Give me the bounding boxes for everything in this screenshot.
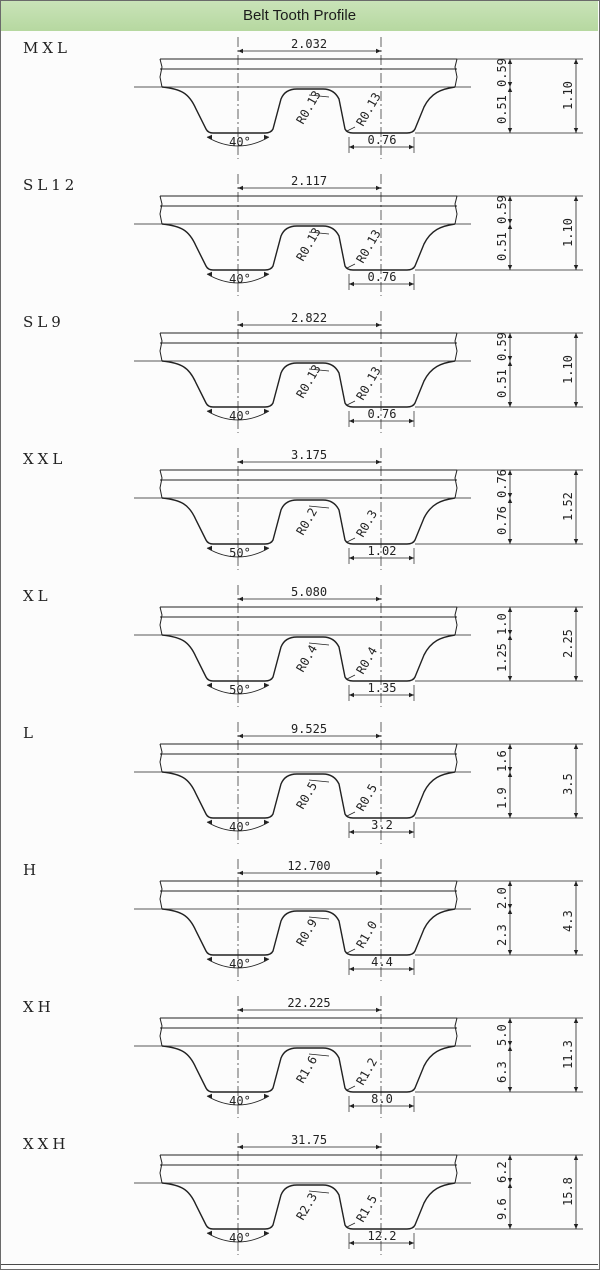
radius-left-label: R0.2 bbox=[293, 505, 321, 538]
radius-right-leader bbox=[347, 675, 355, 679]
dimension-arrowhead bbox=[349, 830, 354, 834]
dimension-arrowhead bbox=[574, 470, 578, 475]
tooth-profile-drawing bbox=[1, 31, 598, 167]
radius-right-leader bbox=[347, 949, 355, 953]
radius-left-leader bbox=[309, 917, 329, 919]
dimension-arrowhead bbox=[376, 460, 381, 464]
dimension-arrowhead bbox=[508, 950, 512, 955]
total-height-label: 3.5 bbox=[561, 773, 575, 795]
radius-right-leader bbox=[347, 1086, 355, 1090]
tooth-height-label: 9.6 bbox=[495, 1198, 509, 1220]
angle-label: 50° bbox=[229, 683, 251, 697]
belt-right-break bbox=[455, 470, 457, 498]
dimension-arrowhead bbox=[508, 265, 512, 270]
belt-right-break bbox=[455, 1155, 457, 1183]
angle-label: 40° bbox=[229, 409, 251, 423]
dimension-arrowhead bbox=[508, 1224, 512, 1229]
tooth-height-label: 0.76 bbox=[495, 506, 509, 535]
dimension-arrowhead bbox=[574, 676, 578, 681]
tooth-height-label: 0.51 bbox=[495, 95, 509, 124]
dimension-arrowhead bbox=[238, 734, 243, 738]
dimension-arrowhead bbox=[409, 830, 414, 834]
radius-left-leader bbox=[309, 780, 329, 782]
dimension-arrowhead bbox=[376, 871, 381, 875]
belt-right-break bbox=[455, 881, 457, 909]
tooth-profile-drawing bbox=[1, 1127, 598, 1263]
dimension-arrowhead bbox=[409, 419, 414, 423]
dimension-arrowhead bbox=[574, 59, 578, 64]
radius-right-label: R0.5 bbox=[353, 781, 381, 814]
dimension-arrowhead bbox=[349, 693, 354, 697]
radius-left-label: R0.4 bbox=[293, 642, 321, 675]
tooth-height-label: 1.25 bbox=[495, 643, 509, 672]
tooth-width-label: 1.35 bbox=[367, 681, 397, 695]
top-thickness-label: 0.59 bbox=[495, 195, 509, 224]
top-thickness-label: 0.76 bbox=[495, 469, 509, 498]
dimension-arrowhead bbox=[574, 402, 578, 407]
belt-left-break bbox=[160, 470, 162, 498]
tooth-height-label: 2.3 bbox=[495, 924, 509, 946]
dimension-arrowhead bbox=[574, 950, 578, 955]
radius-left-label: R0.13 bbox=[293, 88, 324, 127]
dimension-arrowhead bbox=[409, 145, 414, 149]
radius-right-leader bbox=[347, 538, 355, 542]
pitch-label: 2.117 bbox=[290, 174, 328, 188]
dimension-arrowhead bbox=[574, 744, 578, 749]
tooth-profile-drawing bbox=[1, 853, 598, 989]
belt-left-break bbox=[160, 744, 162, 772]
dimension-arrowhead bbox=[238, 323, 243, 327]
dimension-arrowhead bbox=[574, 539, 578, 544]
tooth-height-label: 1.9 bbox=[495, 787, 509, 809]
top-thickness-label: 5.0 bbox=[495, 1024, 509, 1046]
radius-left-label: R1.6 bbox=[293, 1053, 321, 1086]
dimension-arrowhead bbox=[349, 1104, 354, 1108]
tooth-width-label: 0.76 bbox=[367, 270, 397, 284]
angle-label: 40° bbox=[229, 135, 251, 149]
dimension-arrowhead bbox=[376, 323, 381, 327]
dimension-arrowhead bbox=[349, 967, 354, 971]
tooth-profile-drawing bbox=[1, 716, 598, 852]
dimension-arrowhead bbox=[376, 1145, 381, 1149]
belt-left-break bbox=[160, 1155, 162, 1183]
radius-right-leader bbox=[347, 127, 355, 131]
dimension-arrowhead bbox=[508, 607, 512, 612]
belt-right-break bbox=[455, 607, 457, 635]
radius-left-leader bbox=[309, 1191, 329, 1193]
top-thickness-label: 1.0 bbox=[495, 613, 509, 635]
profile-name: MXL bbox=[23, 39, 71, 57]
dimension-arrowhead bbox=[574, 333, 578, 338]
pitch-label: 12.700 bbox=[287, 859, 331, 873]
tooth-width-label: 3.2 bbox=[371, 818, 393, 832]
angle-label: 40° bbox=[229, 957, 251, 971]
radius-left-label: R0.9 bbox=[293, 916, 321, 949]
dimension-arrowhead bbox=[574, 607, 578, 612]
belt-profile-sl12 bbox=[1, 168, 598, 306]
dimension-arrowhead bbox=[508, 676, 512, 681]
dimension-arrowhead bbox=[238, 597, 243, 601]
radius-left-label: R0.13 bbox=[293, 225, 324, 264]
radius-left-label: R2.3 bbox=[293, 1190, 321, 1223]
tooth-width-label: 0.76 bbox=[367, 133, 397, 147]
belt-left-break bbox=[160, 881, 162, 909]
dimension-arrowhead bbox=[349, 1241, 354, 1245]
radius-right-leader bbox=[347, 1223, 355, 1227]
dimension-arrowhead bbox=[508, 539, 512, 544]
dimension-arrowhead bbox=[238, 1008, 243, 1012]
profile-name: XXL bbox=[23, 450, 67, 468]
profile-name: L bbox=[23, 724, 37, 742]
top-thickness-label: 6.2 bbox=[495, 1161, 509, 1183]
tooth-profile-drawing bbox=[1, 168, 598, 304]
radius-right-label: R0.3 bbox=[353, 507, 381, 540]
dimension-arrowhead bbox=[508, 1155, 512, 1160]
pitch-label: 3.175 bbox=[290, 448, 328, 462]
radius-right-leader bbox=[347, 401, 355, 405]
dimension-arrowhead bbox=[508, 1087, 512, 1092]
tooth-width-label: 4.4 bbox=[371, 955, 393, 969]
total-height-label: 11.3 bbox=[561, 1040, 575, 1069]
tooth-height-label: 0.51 bbox=[495, 232, 509, 261]
belt-left-break bbox=[160, 196, 162, 224]
belt-profile-xxh bbox=[1, 1127, 598, 1265]
radius-right-label: R0.4 bbox=[353, 644, 381, 677]
tooth-height-label: 0.51 bbox=[495, 369, 509, 398]
radius-right-leader bbox=[347, 812, 355, 816]
dimension-arrowhead bbox=[508, 881, 512, 886]
dimension-arrowhead bbox=[349, 282, 354, 286]
total-height-label: 15.8 bbox=[561, 1177, 575, 1206]
belt-profile-mxl bbox=[1, 31, 598, 169]
dimension-arrowhead bbox=[574, 1087, 578, 1092]
radius-left-leader bbox=[309, 506, 329, 508]
belt-right-break bbox=[455, 1018, 457, 1046]
dimension-arrowhead bbox=[409, 1241, 414, 1245]
tooth-profile-drawing bbox=[1, 305, 598, 441]
tooth-width-label: 12.2 bbox=[367, 1229, 397, 1243]
top-thickness-label: 2.0 bbox=[495, 887, 509, 909]
tooth-profile-drawing bbox=[1, 990, 598, 1126]
dimension-arrowhead bbox=[349, 556, 354, 560]
radius-right-label: R1.5 bbox=[353, 1192, 381, 1225]
pitch-label: 2.032 bbox=[290, 37, 328, 51]
angle-label: 40° bbox=[229, 272, 251, 286]
profile-name: H bbox=[23, 861, 41, 879]
dimension-arrowhead bbox=[508, 744, 512, 749]
belt-left-break bbox=[160, 607, 162, 635]
dimension-arrowhead bbox=[376, 597, 381, 601]
pitch-label: 9.525 bbox=[290, 722, 328, 736]
dimension-arrowhead bbox=[409, 693, 414, 697]
belt-profile-xl bbox=[1, 579, 598, 717]
belt-left-break bbox=[160, 59, 162, 87]
belt-left-break bbox=[160, 333, 162, 361]
tooth-height-label: 6.3 bbox=[495, 1061, 509, 1083]
dimension-arrowhead bbox=[238, 186, 243, 190]
dimension-arrowhead bbox=[508, 128, 512, 133]
total-height-label: 1.10 bbox=[561, 218, 575, 247]
top-thickness-label: 0.59 bbox=[495, 58, 509, 87]
radius-left-label: R0.5 bbox=[293, 779, 321, 812]
belt-profile-h bbox=[1, 853, 598, 991]
tooth-width-label: 1.02 bbox=[367, 544, 397, 558]
angle-label: 50° bbox=[229, 546, 251, 560]
dimension-arrowhead bbox=[574, 1155, 578, 1160]
total-height-label: 1.52 bbox=[561, 492, 575, 521]
total-height-label: 2.25 bbox=[561, 629, 575, 658]
radius-right-label: R1.2 bbox=[353, 1055, 381, 1088]
dimension-arrowhead bbox=[574, 196, 578, 201]
radius-right-label: R0.13 bbox=[353, 227, 384, 266]
dimension-arrowhead bbox=[238, 1145, 243, 1149]
total-height-label: 1.10 bbox=[561, 355, 575, 384]
dimension-arrowhead bbox=[574, 265, 578, 270]
radius-left-leader bbox=[309, 643, 329, 645]
radius-left-leader bbox=[309, 1054, 329, 1056]
angle-label: 40° bbox=[229, 1231, 251, 1245]
dimension-arrowhead bbox=[409, 967, 414, 971]
tooth-profile-drawing bbox=[1, 442, 598, 578]
dimension-arrowhead bbox=[574, 1224, 578, 1229]
dimension-arrowhead bbox=[238, 871, 243, 875]
profile-name: XH bbox=[23, 998, 55, 1016]
tooth-profile-drawing bbox=[1, 579, 598, 715]
dimension-arrowhead bbox=[574, 881, 578, 886]
dimension-arrowhead bbox=[409, 1104, 414, 1108]
dimension-arrowhead bbox=[376, 1008, 381, 1012]
pitch-label: 5.080 bbox=[290, 585, 328, 599]
dimension-arrowhead bbox=[376, 49, 381, 53]
radius-right-leader bbox=[347, 264, 355, 268]
dimension-arrowhead bbox=[376, 186, 381, 190]
tooth-width-label: 0.76 bbox=[367, 407, 397, 421]
page-title: Belt Tooth Profile bbox=[1, 1, 598, 32]
dimension-arrowhead bbox=[409, 282, 414, 286]
radius-right-label: R0.13 bbox=[353, 364, 384, 403]
angle-label: 40° bbox=[229, 820, 251, 834]
belt-right-break bbox=[455, 333, 457, 361]
belt-profile-sl9 bbox=[1, 305, 598, 443]
dimension-arrowhead bbox=[349, 145, 354, 149]
dimension-arrowhead bbox=[508, 813, 512, 818]
dimension-arrowhead bbox=[349, 419, 354, 423]
radius-right-label: R1.0 bbox=[353, 918, 381, 951]
dimension-arrowhead bbox=[574, 128, 578, 133]
dimension-arrowhead bbox=[376, 734, 381, 738]
dimension-arrowhead bbox=[574, 813, 578, 818]
radius-right-label: R0.13 bbox=[353, 90, 384, 129]
total-height-label: 1.10 bbox=[561, 81, 575, 110]
dimension-arrowhead bbox=[574, 1018, 578, 1023]
belt-right-break bbox=[455, 744, 457, 772]
profile-name: SL12 bbox=[23, 176, 79, 194]
top-thickness-label: 1.6 bbox=[495, 750, 509, 772]
dimension-arrowhead bbox=[409, 556, 414, 560]
profile-name: XL bbox=[23, 587, 52, 605]
belt-profile-xh bbox=[1, 990, 598, 1128]
dimension-arrowhead bbox=[238, 49, 243, 53]
top-thickness-label: 0.59 bbox=[495, 332, 509, 361]
tooth-width-label: 8.0 bbox=[371, 1092, 393, 1106]
pitch-label: 2.822 bbox=[290, 311, 328, 325]
belt-right-break bbox=[455, 59, 457, 87]
belt-right-break bbox=[455, 196, 457, 224]
profile-name: XXH bbox=[23, 1135, 70, 1153]
radius-left-label: R0.13 bbox=[293, 362, 324, 401]
belt-profile-xxl bbox=[1, 442, 598, 580]
total-height-label: 4.3 bbox=[561, 910, 575, 932]
profile-name: SL9 bbox=[23, 313, 65, 331]
pitch-label: 22.225 bbox=[287, 996, 331, 1010]
dimension-arrowhead bbox=[508, 402, 512, 407]
dimension-arrowhead bbox=[238, 460, 243, 464]
angle-label: 40° bbox=[229, 1094, 251, 1108]
belt-profile-l bbox=[1, 716, 598, 854]
dimension-arrowhead bbox=[508, 1018, 512, 1023]
belt-left-break bbox=[160, 1018, 162, 1046]
pitch-label: 31.75 bbox=[290, 1133, 328, 1147]
